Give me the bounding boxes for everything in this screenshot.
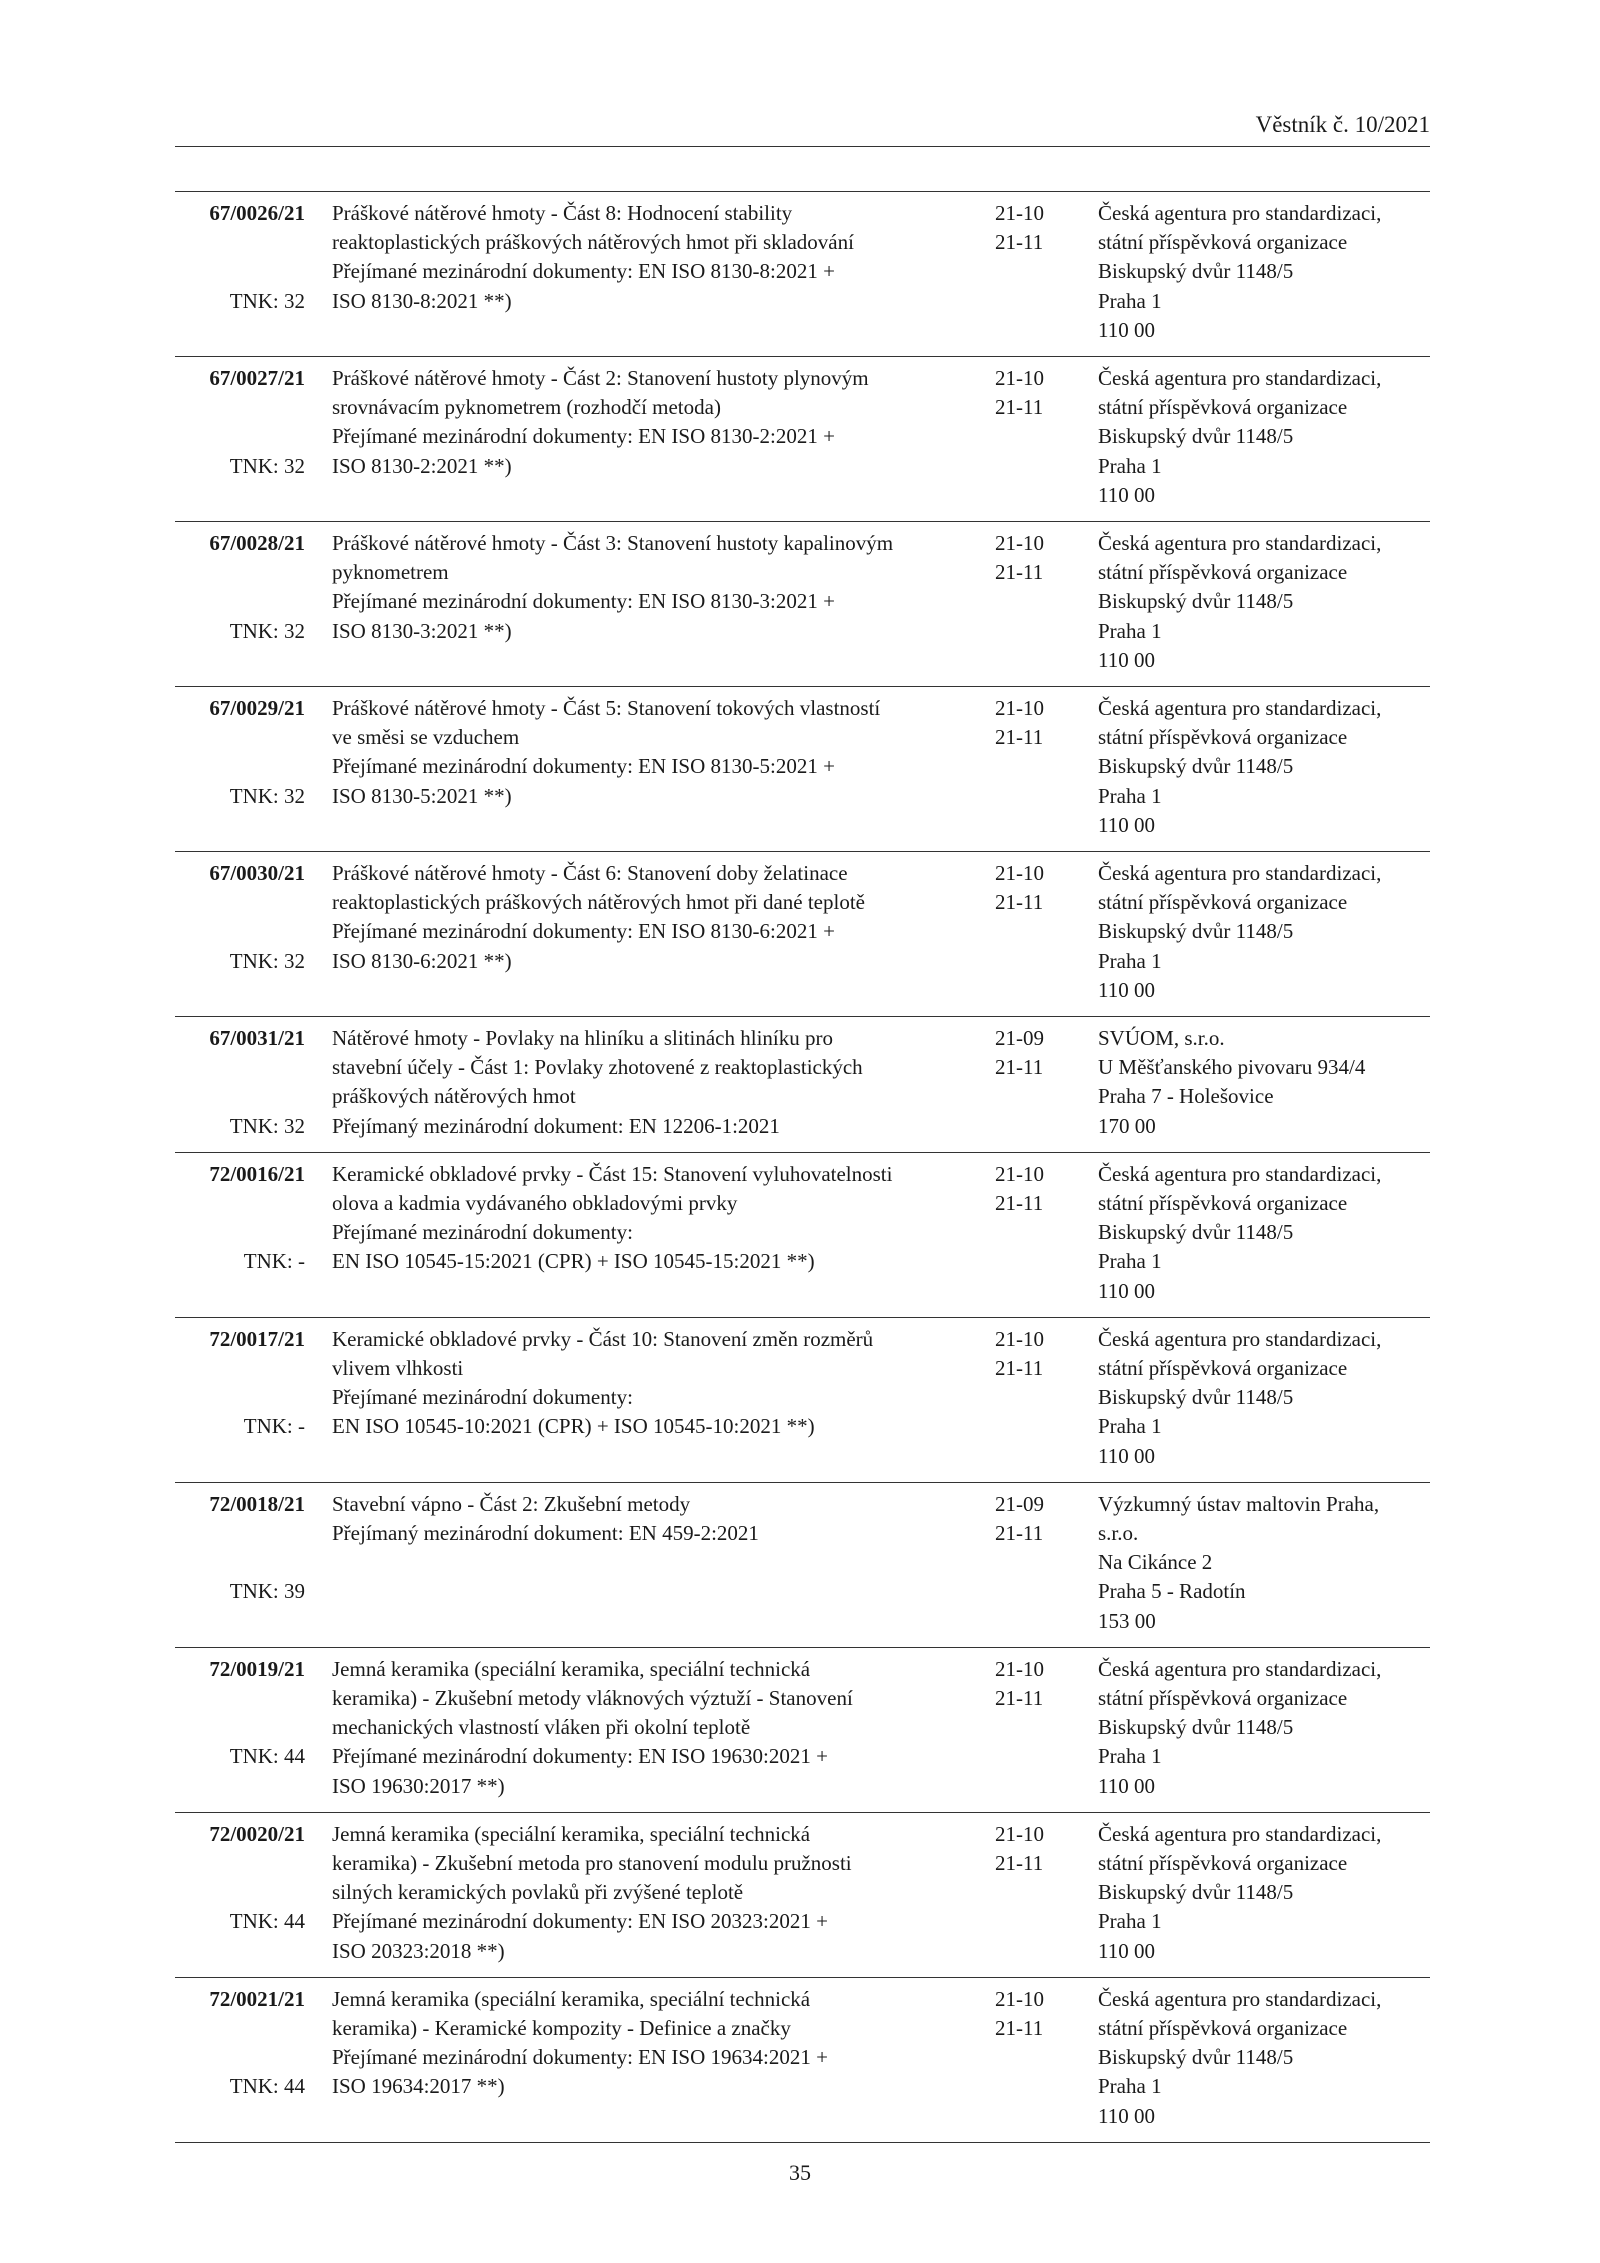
table-row xyxy=(175,1318,1430,1483)
address-line: Česká agentura pro standardizaci, xyxy=(1098,861,1382,885)
description-line: Práškové nátěrové hmoty - Část 2: Stanovení hustoty plynovým xyxy=(332,366,869,390)
address-line: státní příspěvková organizace xyxy=(1098,1686,1348,1710)
page-header xyxy=(175,112,1430,147)
entry-address xyxy=(1098,1490,1438,1636)
entry-id-column xyxy=(175,364,305,478)
address-line: Biskupský dvůr 1148/5 xyxy=(1098,1385,1294,1410)
address-line: státní příspěvková organizace xyxy=(1098,230,1348,255)
entry-description xyxy=(332,1325,992,1442)
entry-id-column xyxy=(175,1325,305,1439)
address-line: 110 00 xyxy=(1098,2103,1155,2128)
description-line: reaktoplastických práškových nátěrových hmot při dané teplotě xyxy=(332,890,865,915)
address-line: Česká agentura pro standardizaci, xyxy=(1098,1656,1382,1681)
address-line: Biskupský dvůr 1148/5 xyxy=(1098,589,1294,614)
description-line: Práškové nátěrové hmoty - Část 6: Stanovení doby želatinace xyxy=(332,861,848,885)
address-line: státní příspěvková organizace xyxy=(1098,395,1348,420)
entry-address xyxy=(1098,859,1438,1005)
description-line: vlivem vlhkosti xyxy=(332,1356,464,1380)
address-line: státní příspěvková organizace xyxy=(1098,1191,1348,1215)
description-line: Přejímané mezinárodní dokumenty: xyxy=(332,1220,633,1245)
entry-id-column xyxy=(175,1160,305,1274)
entry-id-column xyxy=(175,1985,305,2099)
entry-id-column xyxy=(175,1024,305,1138)
address-line: Na Cikánce 2 xyxy=(1098,1550,1213,1575)
tnk-code: TNK: - xyxy=(243,1249,305,1274)
address-line: 110 00 xyxy=(1098,1938,1155,1963)
address-line: Česká agentura pro standardizaci, xyxy=(1098,201,1382,225)
table-row xyxy=(175,1017,1430,1153)
address-line: s.r.o. xyxy=(1098,1521,1139,1545)
date-code: 21-11 xyxy=(995,230,1044,255)
entry-dates xyxy=(995,364,1065,422)
description-line: Přejímané mezinárodní dokumenty: EN ISO 8130-2:2021 + xyxy=(332,424,835,449)
address-line: Biskupský dvůr 1148/5 xyxy=(1098,1220,1294,1245)
address-line: 110 00 xyxy=(1098,317,1155,342)
address-line: Praha 1 xyxy=(1098,783,1162,808)
table-row xyxy=(175,1813,1430,1978)
address-line: Česká agentura pro standardizaci, xyxy=(1098,1821,1382,1846)
address-line: státní příspěvková organizace xyxy=(1098,1851,1348,1875)
description-line: ISO 8130-6:2021 **) xyxy=(332,948,512,973)
date-code: 21-11 xyxy=(995,1686,1044,1710)
address-line: Česká agentura pro standardizaci, xyxy=(1098,696,1382,720)
description-line: mechanických vlastností vláken při okolní teplotě xyxy=(332,1715,751,1740)
entry-description xyxy=(332,859,992,976)
entry-dates xyxy=(995,1985,1065,2043)
table-row xyxy=(175,852,1430,1017)
entry-description xyxy=(332,1655,992,1801)
address-line: 110 00 xyxy=(1098,977,1155,1002)
date-code: 21-11 xyxy=(995,560,1044,585)
description-line: Přejímané mezinárodní dokumenty: EN ISO 8130-5:2021 + xyxy=(332,754,835,779)
description-line: keramika) - Zkušební metoda pro stanovení modulu pružnosti xyxy=(332,1851,852,1875)
table-row xyxy=(175,1978,1430,2143)
tnk-code: TNK: 32 xyxy=(229,453,305,478)
description-line: Stavební vápno - Část 2: Zkušební metody xyxy=(332,1491,691,1516)
entry-number: 67/0029/21 xyxy=(209,696,305,720)
entry-description xyxy=(332,364,992,481)
entry-id-column xyxy=(175,1490,305,1604)
date-code: 21-10 xyxy=(995,366,1044,390)
table-row xyxy=(175,357,1430,522)
description-line: keramika) - Keramické kompozity - Definice a značky xyxy=(332,2016,791,2040)
date-code: 21-10 xyxy=(995,1161,1044,1186)
date-code: 21-10 xyxy=(995,531,1044,555)
address-line: Česká agentura pro standardizaci, xyxy=(1098,1986,1382,2011)
address-line: Biskupský dvůr 1148/5 xyxy=(1098,259,1294,284)
description-line: olova a kadmia vydávaného obkladovými prvky xyxy=(332,1191,738,1215)
address-line: Biskupský dvůr 1148/5 xyxy=(1098,2045,1294,2070)
entry-address xyxy=(1098,694,1438,840)
entry-dates xyxy=(995,859,1065,917)
entry-dates xyxy=(995,1655,1065,1713)
address-line: 110 00 xyxy=(1098,1278,1155,1303)
description-line: Nátěrové hmoty - Povlaky na hliníku a slitinách hliníku pro xyxy=(332,1026,833,1050)
description-line: silných keramických povlaků při zvýšené teplotě xyxy=(332,1880,744,1905)
entry-address xyxy=(1098,1024,1438,1141)
entry-number: 67/0026/21 xyxy=(209,201,305,225)
address-line: U Měšťanského pivovaru 934/4 xyxy=(1098,1055,1366,1080)
journal-title: Věstník č. 10/2021 xyxy=(1255,112,1430,137)
date-code: 21-10 xyxy=(995,1326,1044,1351)
entry-id-column xyxy=(175,529,305,643)
standards-table xyxy=(175,191,1430,2143)
table-row xyxy=(175,192,1430,357)
entry-address xyxy=(1098,364,1438,510)
entry-dates xyxy=(995,1024,1065,1082)
date-code: 21-11 xyxy=(995,1521,1044,1545)
entry-description xyxy=(332,1160,992,1277)
description-line: Přejímané mezinárodní dokumenty: EN ISO 19634:2021 + xyxy=(332,2045,828,2070)
entry-description xyxy=(332,1490,992,1548)
date-code: 21-10 xyxy=(995,1986,1044,2011)
address-line: Biskupský dvůr 1148/5 xyxy=(1098,1715,1294,1740)
description-line: keramika) - Zkušební metody vláknových výztuží - Stanovení xyxy=(332,1686,853,1710)
date-code: 21-11 xyxy=(995,725,1044,750)
description-line: ISO 8130-3:2021 **) xyxy=(332,618,512,643)
date-code: 21-11 xyxy=(995,1191,1044,1215)
description-line: reaktoplastických práškových nátěrových hmot při skladování xyxy=(332,230,854,255)
address-line: státní příspěvková organizace xyxy=(1098,890,1348,915)
entry-number: 67/0031/21 xyxy=(209,1026,305,1050)
description-line: Přejímané mezinárodní dokumenty: EN ISO 20323:2021 + xyxy=(332,1909,828,1934)
date-code: 21-10 xyxy=(995,1821,1044,1846)
entry-address xyxy=(1098,1325,1438,1471)
description-line: Přejímaný mezinárodní dokument: EN 12206-1:2021 xyxy=(332,1113,780,1138)
entry-address xyxy=(1098,1985,1438,2131)
address-line: státní příspěvková organizace xyxy=(1098,2016,1348,2040)
entry-dates xyxy=(995,1325,1065,1383)
entry-number: 72/0016/21 xyxy=(209,1161,305,1186)
description-line: Přejímané mezinárodní dokumenty: EN ISO 8130-3:2021 + xyxy=(332,589,835,614)
entry-number: 72/0017/21 xyxy=(209,1326,305,1351)
entry-dates xyxy=(995,1820,1065,1878)
entry-dates xyxy=(995,694,1065,752)
description-line: ISO 8130-8:2021 **) xyxy=(332,288,512,313)
entry-number: 72/0018/21 xyxy=(209,1491,305,1516)
page-number: 35 xyxy=(789,2160,811,2185)
description-line: ve směsi se vzduchem xyxy=(332,725,520,750)
entry-number: 67/0028/21 xyxy=(209,531,305,555)
address-line: Biskupský dvůr 1148/5 xyxy=(1098,1880,1294,1905)
address-line: 153 00 xyxy=(1098,1608,1156,1633)
address-line: Biskupský dvůr 1148/5 xyxy=(1098,919,1294,944)
entry-description xyxy=(332,1985,992,2102)
tnk-code: TNK: 44 xyxy=(229,1744,305,1769)
tnk-code: TNK: 39 xyxy=(229,1579,305,1604)
address-line: Praha 1 xyxy=(1098,2074,1162,2099)
address-line: Česká agentura pro standardizaci, xyxy=(1098,1161,1382,1186)
tnk-code: TNK: 44 xyxy=(229,2074,305,2099)
address-line: státní příspěvková organizace xyxy=(1098,560,1348,585)
tnk-code: TNK: 32 xyxy=(229,618,305,643)
tnk-code: TNK: 32 xyxy=(229,288,305,313)
tnk-code: TNK: 44 xyxy=(229,1909,305,1934)
entry-number: 72/0019/21 xyxy=(209,1656,305,1681)
description-line: Přejímaný mezinárodní dokument: EN 459-2:2021 xyxy=(332,1521,759,1545)
description-line: ISO 8130-5:2021 **) xyxy=(332,783,512,808)
description-line: ISO 20323:2018 **) xyxy=(332,1938,505,1963)
entry-id-column xyxy=(175,1655,305,1769)
description-line: ISO 8130-2:2021 **) xyxy=(332,453,512,478)
date-code: 21-11 xyxy=(995,395,1044,420)
date-code: 21-11 xyxy=(995,1055,1044,1080)
address-line: 170 00 xyxy=(1098,1113,1156,1138)
entry-address xyxy=(1098,529,1438,675)
description-line: Přejímané mezinárodní dokumenty: EN ISO 8130-6:2021 + xyxy=(332,919,835,944)
entry-number: 72/0021/21 xyxy=(209,1986,305,2011)
address-line: Praha 1 xyxy=(1098,948,1162,973)
description-line: práškových nátěrových hmot xyxy=(332,1084,576,1109)
address-line: 110 00 xyxy=(1098,1773,1155,1798)
entry-address xyxy=(1098,1655,1438,1801)
entry-dates xyxy=(995,199,1065,257)
address-line: SVÚOM, s.r.o. xyxy=(1098,1026,1225,1050)
address-line: Praha 5 - Radotín xyxy=(1098,1579,1246,1604)
description-line: Práškové nátěrové hmoty - Část 8: Hodnocení stability xyxy=(332,201,793,225)
description-line: Práškové nátěrové hmoty - Část 5: Stanovení tokových vlastností xyxy=(332,696,881,720)
address-line: 110 00 xyxy=(1098,1443,1155,1468)
date-code: 21-10 xyxy=(995,696,1044,720)
address-line: státní příspěvková organizace xyxy=(1098,1356,1348,1380)
entry-description xyxy=(332,199,992,316)
entry-number: 67/0027/21 xyxy=(209,366,305,390)
description-line: EN ISO 10545-10:2021 (CPR) + ISO 10545-10:2021 **) xyxy=(332,1414,815,1439)
entry-dates xyxy=(995,1490,1065,1548)
address-line: Praha 1 xyxy=(1098,618,1162,643)
description-line: srovnávacím pyknometrem (rozhodčí metoda) xyxy=(332,395,721,420)
table-row xyxy=(175,1648,1430,1813)
date-code: 21-11 xyxy=(995,1356,1044,1380)
entry-address xyxy=(1098,1160,1438,1306)
tnk-code: TNK: - xyxy=(243,1414,305,1439)
address-line: Biskupský dvůr 1148/5 xyxy=(1098,424,1294,449)
entry-description xyxy=(332,694,992,811)
description-line: Keramické obkladové prvky - Část 15: Stanovení vyluhovatelnosti xyxy=(332,1161,893,1186)
description-line: Přejímané mezinárodní dokumenty: EN ISO 19630:2021 + xyxy=(332,1744,828,1769)
table-row xyxy=(175,1483,1430,1648)
address-line: Praha 1 xyxy=(1098,1414,1162,1439)
tnk-code: TNK: 32 xyxy=(229,783,305,808)
description-line: pyknometrem xyxy=(332,560,449,585)
description-line: Přejímané mezinárodní dokumenty: xyxy=(332,1385,633,1410)
table-row xyxy=(175,522,1430,687)
entry-id-column xyxy=(175,694,305,808)
entry-dates xyxy=(995,1160,1065,1218)
entry-id-column xyxy=(175,1820,305,1934)
table-row xyxy=(175,1153,1430,1318)
entry-dates xyxy=(995,529,1065,587)
description-line: Keramické obkladové prvky - Část 10: Stanovení změn rozměrů xyxy=(332,1326,874,1351)
date-code: 21-11 xyxy=(995,1851,1044,1875)
address-line: státní příspěvková organizace xyxy=(1098,725,1348,750)
entry-description xyxy=(332,1024,992,1141)
address-line: Biskupský dvůr 1148/5 xyxy=(1098,754,1294,779)
address-line: 110 00 xyxy=(1098,482,1155,507)
entry-address xyxy=(1098,1820,1438,1966)
date-code: 21-10 xyxy=(995,201,1044,225)
description-line: stavební účely - Část 1: Povlaky zhotovené z reaktoplastických xyxy=(332,1055,863,1080)
address-line: Praha 1 xyxy=(1098,1249,1162,1274)
description-line: ISO 19634:2017 **) xyxy=(332,2074,505,2099)
entry-number: 72/0020/21 xyxy=(209,1821,305,1846)
date-code: 21-10 xyxy=(995,861,1044,885)
tnk-code: TNK: 32 xyxy=(229,1113,305,1138)
entry-number: 67/0030/21 xyxy=(209,861,305,885)
address-line: 110 00 xyxy=(1098,812,1155,837)
entry-address xyxy=(1098,199,1438,345)
address-line: Praha 1 xyxy=(1098,1744,1162,1769)
table-row xyxy=(175,687,1430,852)
date-code: 21-10 xyxy=(995,1656,1044,1681)
address-line: Praha 1 xyxy=(1098,288,1162,313)
entry-description xyxy=(332,529,992,646)
date-code: 21-11 xyxy=(995,890,1044,915)
address-line: Praha 7 - Holešovice xyxy=(1098,1084,1274,1109)
tnk-code: TNK: 32 xyxy=(229,948,305,973)
address-line: Česká agentura pro standardizaci, xyxy=(1098,531,1382,555)
description-line: Jemná keramika (speciální keramika, speciální technická xyxy=(332,1821,811,1846)
date-code: 21-11 xyxy=(995,2016,1044,2040)
address-line: Česká agentura pro standardizaci, xyxy=(1098,1326,1382,1351)
description-line: Přejímané mezinárodní dokumenty: EN ISO 8130-8:2021 + xyxy=(332,259,835,284)
date-code: 21-09 xyxy=(995,1026,1044,1050)
description-line: Jemná keramika (speciální keramika, speciální technická xyxy=(332,1986,811,2011)
address-line: Praha 1 xyxy=(1098,1909,1162,1934)
entry-id-column xyxy=(175,859,305,973)
address-line: Česká agentura pro standardizaci, xyxy=(1098,366,1382,390)
address-line: Výzkumný ústav maltovin Praha, xyxy=(1098,1491,1380,1516)
description-line: Jemná keramika (speciální keramika, speciální technická xyxy=(332,1656,811,1681)
address-line: Praha 1 xyxy=(1098,453,1162,478)
description-line: EN ISO 10545-15:2021 (CPR) + ISO 10545-15:2021 **) xyxy=(332,1249,815,1274)
address-line: 110 00 xyxy=(1098,647,1155,672)
description-line: ISO 19630:2017 **) xyxy=(332,1773,505,1798)
entry-description xyxy=(332,1820,992,1966)
date-code: 21-09 xyxy=(995,1491,1044,1516)
description-line: Práškové nátěrové hmoty - Část 3: Stanovení hustoty kapalinovým xyxy=(332,531,894,555)
entry-id-column xyxy=(175,199,305,313)
